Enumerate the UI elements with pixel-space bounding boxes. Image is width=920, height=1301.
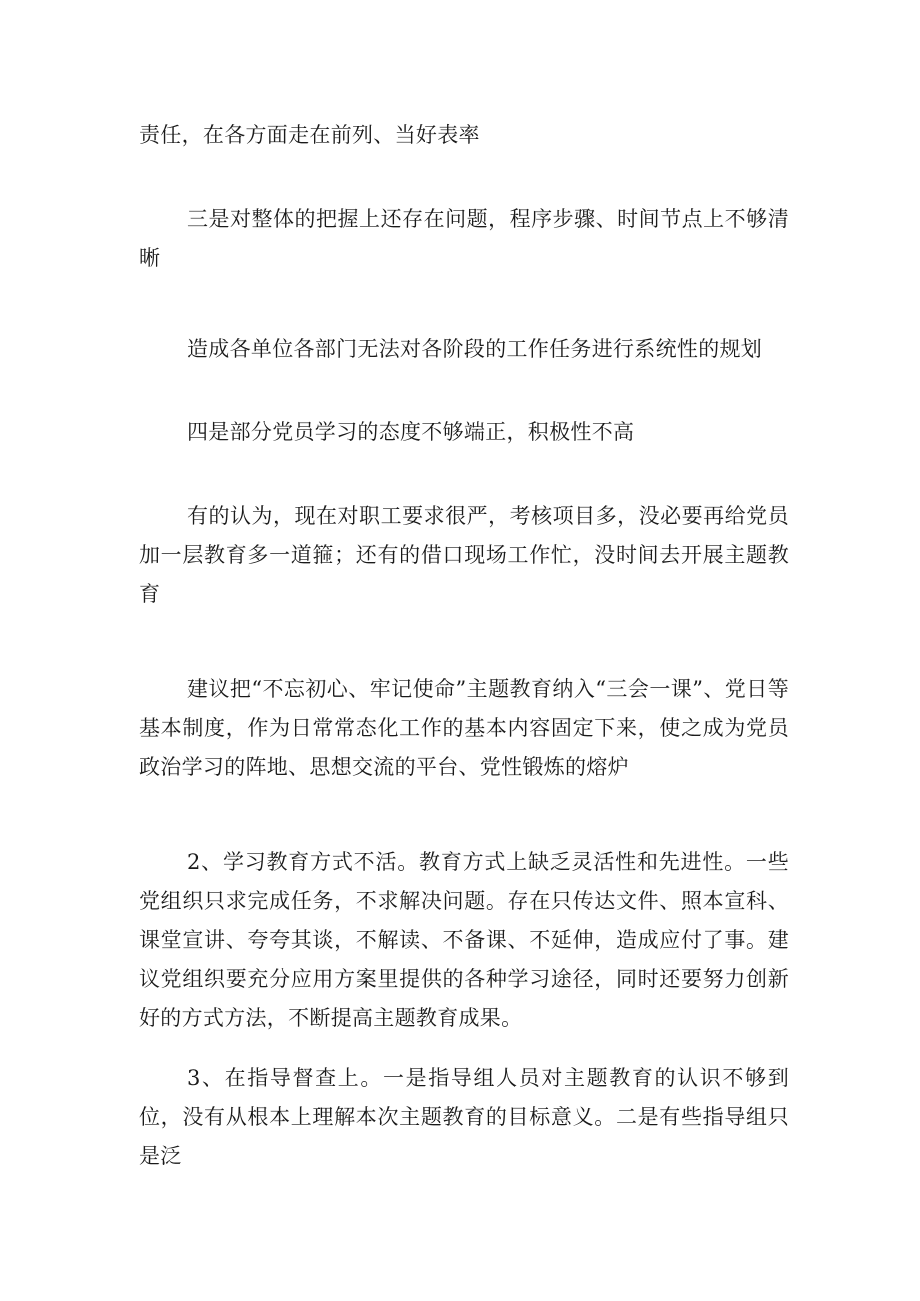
paragraph-8: 3、在指导督查上。一是指导组人员对主题教育的认识不够到位，没有从根本上理解本次主题教育的目标意义。二是有些指导组只是泛 xyxy=(139,1066,789,1168)
paragraph-4: 四是部分党员学习的态度不够端正，积极性不高 xyxy=(187,420,635,444)
paragraph-3: 造成各单位各部门无法对各阶段的工作任务进行系统性的规划 xyxy=(187,337,763,361)
paragraph-5: 有的认为，现在对职工要求很严，考核项目多，没必要再给党员加一层教育多一道箍；还有的借口现场工作忙，没时间去开展主题教育 xyxy=(139,504,789,606)
paragraph-2: 三是对整体的把握上还存在问题，程序步骤、时间节点上不够清晰 xyxy=(139,207,789,270)
paragraph-6: 建议把“不忘初心、牢记使命”主题教育纳入“三会一课”、党日等基本制度，作为日常常态化工作的基本内容固定下来，使之成为党员政治学习的阵地、思想交流的平台、党性锻炼的熔炉 xyxy=(139,677,789,779)
paragraph-7: 2、学习教育方式不活。教育方式上缺乏灵活性和先进性。一些党组织只求完成任务，不求解决问题。存在只传达文件、照本宣科、课堂宣讲、夸夸其谈，不解读、不备课、不延伸，造成应付了事。建议党组织要充分应用方案里提供的各种学习途径，同时还要努力创新好的方式方法，不断提高主题教育成果。 xyxy=(139,850,789,1030)
paragraph-1: 责任，在各方面走在前列、当好表率 xyxy=(139,123,480,147)
